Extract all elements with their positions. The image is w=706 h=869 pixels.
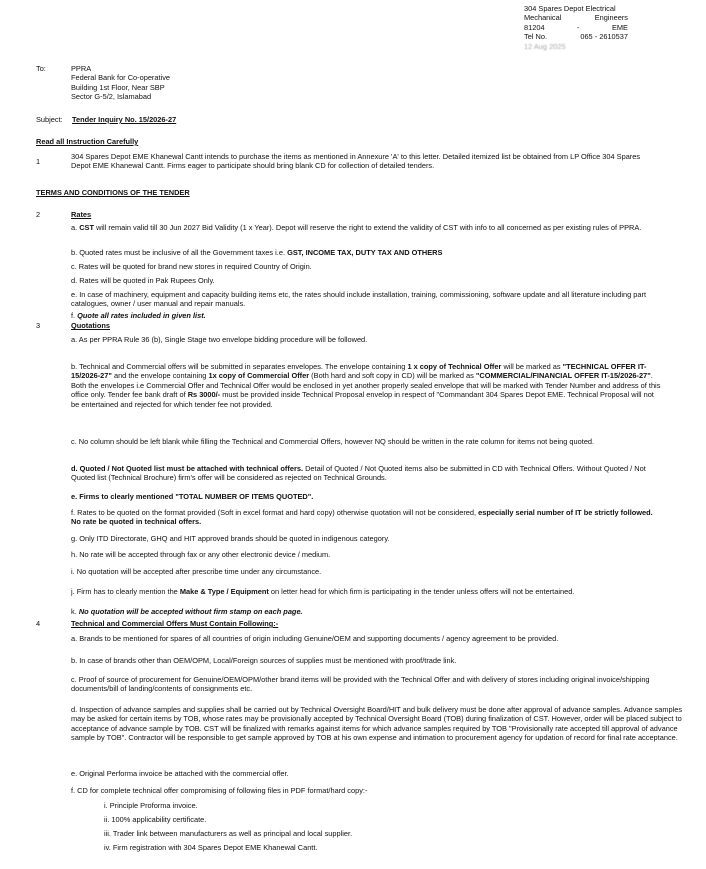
quot-f-bold: especially serial number of IT be strictly followed. No rate be quoted in technical offers.	[71, 508, 653, 527]
quot-k-prefix: k.	[71, 607, 79, 616]
subject-text: Tender Inquiry No. 15/2026-27	[72, 115, 177, 124]
quotations-item-i: i. No quotation will be accepted after prescribe time under any circumstance.	[71, 567, 322, 576]
quotations-item-h: h. No rate will be accepted through fax or any other electronic device / medium.	[71, 550, 331, 559]
rates-f-text: Quote all rates included in given list.	[77, 311, 206, 320]
quotations-item-k	[71, 607, 671, 616]
to-line: Sector G-5/2, Islamabad	[71, 92, 152, 102]
quot-b-bold: "COMMERCIAL/FINANCIAL OFFER IT-15/2026-27"	[475, 371, 651, 381]
quot-j-rest: on letter head for which firm is participating in the tender unless offers will not be entertained.	[268, 587, 575, 596]
rates-b-prefix: b. Quoted rates must be inclusive of all the Government taxes i.e.	[71, 248, 288, 257]
quot-b-bold: "TECHNICAL OFFER IT- 15/2026-27"	[71, 362, 647, 381]
rates-item-c: c. Rates will be quoted for brand new stores in required Country of Origin.	[71, 262, 312, 271]
section-3-title: Quotations	[71, 321, 111, 330]
quotations-item-j	[71, 587, 671, 596]
sender-line-3	[524, 23, 628, 32]
quotations-item-c: c. No column should be left blank while filling the Technical and Commercial Offers, however NQ should be written in the rate column for items not being quoted.	[71, 437, 595, 446]
sender-line-2-right: Engineers	[594, 13, 628, 23]
sender-line-3-mid: -	[577, 22, 580, 32]
read-instructions-heading: Read all Instruction Carefully	[36, 137, 139, 146]
offers-item-a: a. Brands to be mentioned for spares of all countries of origin including Genuine/OEM and supporting documents / agency agreement to be provided.	[71, 634, 559, 643]
offers-item-b: b. In case of brands other than OEM/OPM, Local/Foreign sources of supplies must be mentioned with proof/trade link.	[71, 656, 457, 665]
quot-f-prefix: f. Rates to be quoted on the format provided (Soft in excel format and hard copy) otherwise quotation will not be considered,	[71, 508, 479, 517]
offers-f-sub-iv: iv. Firm registration with 304 Spares Depot EME Khanewal Cantt.	[104, 843, 318, 852]
to-line: Federal Bank for Co-operative	[71, 73, 171, 83]
rates-item-b	[71, 248, 671, 257]
quotations-item-e: e. Firms to clearly mentioned "TOTAL NUMBER OF ITEMS QUOTED".	[71, 492, 314, 501]
offers-f-sub-i: i. Principle Proforma invoice.	[104, 801, 198, 810]
quotations-item-d	[71, 464, 661, 483]
quot-j-prefix: j. Firm has to clearly mention the	[71, 587, 180, 596]
offers-item-c: c. Proof of source of procurement for Genuine/OEM/OPM/other brand items will be provided with the Technical Offer and with delivery of stores including original invoice/shipping documents/bill of landing/contents of consignments etc.	[71, 675, 650, 694]
rates-a-bold: CST	[79, 223, 95, 232]
rates-a-prefix: a.	[71, 223, 80, 232]
sender-tel-number: 065 - 2610537	[580, 32, 628, 42]
sender-address	[524, 4, 628, 51]
quot-b-part: must be provided inside Technical Proposal envelop in respect of "Commandant 304 Spares Depot EME. Technical Proposal will not be entertained and rejected for which tender fee not provided.	[71, 390, 654, 409]
terms-heading: TERMS AND CONDITIONS OF THE TENDER	[36, 188, 190, 197]
rates-item-e: e. In case of machinery, equipment and capacity building items etc, the rates should include installation, training, commissioning, software update and all literature including part catalogues, owner / user manual and repair manuals.	[71, 290, 647, 309]
rates-item-d: d. Rates will be quoted in Pak Rupees Only.	[71, 276, 215, 285]
sender-line-3-right: EME	[611, 22, 628, 32]
sender-line-2-left: Mechanical	[524, 13, 562, 23]
quot-b-part: will be marked as	[501, 362, 563, 371]
subject-label: Subject:	[36, 115, 63, 124]
quotations-item-b	[71, 362, 661, 409]
para-1-number: 1	[36, 157, 41, 166]
rates-b-bold: GST, INCOME TAX, DUTY TAX AND OTHERS	[287, 248, 443, 257]
to-label: To:	[36, 64, 46, 73]
sender-tel-label: Tel No.	[524, 32, 548, 42]
rates-item-a	[71, 223, 661, 232]
quot-b-part: . Both the envelopes i.e Commercial Offer and Technical Offer would be enclosed in yet another properly sealed envelope that will be marked with Tender Number and address of this office only. Tender fee bank draft of	[71, 371, 661, 400]
sender-line-4	[524, 32, 628, 41]
rates-f-prefix: f.	[71, 311, 78, 320]
section-4-number: 4	[36, 619, 41, 628]
quotations-item-g: g. Only ITD Directorate, GHQ and HIT approved brands should be quoted in indigenous category.	[71, 534, 390, 543]
to-line: PPRA	[71, 64, 92, 73]
to-line: Building 1st Floor, Near SBP	[71, 82, 165, 92]
quot-b-bold: 1x copy of Commercial Offer	[208, 371, 310, 381]
quot-b-part: b. Technical and Commercial offers will be submitted in separates envelopes. The envelope containing	[71, 362, 408, 371]
quot-b-part: (Both hard and soft copy in CD) will be marked as	[309, 371, 476, 381]
to-address	[71, 64, 170, 102]
quot-b-bold: Rs 3000/-	[187, 390, 221, 400]
offers-f-sub-ii: ii. 100% applicability certificate.	[104, 815, 207, 824]
quot-j-bold: Make & Type / Equipment	[179, 587, 269, 596]
quot-d-rest: Detail of Quoted / Not Quoted items also be submitted in CD with Technical Offers. Without Quoted / Not Quoted list (Technical Brochure) firm's offer will be considered as rejected on Technical Grounds.	[71, 464, 646, 483]
offers-item-e: e. Original Performa invoice be attached with the commercial offer.	[71, 769, 289, 778]
quot-d-bold: d. Quoted / Not Quoted list must be attached with technical offers.	[71, 464, 304, 473]
section-2-number: 2	[36, 210, 41, 219]
offers-item-f: f. CD for complete technical offer compromising of following files in PDF format/hard copy:-	[71, 786, 368, 795]
offers-f-sub-iii: iii. Trader link between manufacturers as well as principal and local supplier.	[104, 829, 353, 838]
rates-a-rest: will remain valid till 30 Jun 2027 Bid Validity (1 x Year). Depot will reserve the right to extend the validity of CST with info to all concerned as per existing rules of PPRA.	[94, 223, 642, 232]
quot-b-part: and the envelope containing	[111, 371, 209, 381]
quot-k-text: No quotation will be accepted without firm stamp on each page.	[78, 607, 303, 616]
para-1-text: 304 Spares Depot EME Khanewal Cantt intends to purchase the items as mentioned in Annexure 'A' to this letter. Detailed itemized list be obtained from LP Office 304 Spares Depot EME Khanewal Cantt. Firms eager to participate should bring blank CD for collection of detailed tenders.	[71, 152, 641, 171]
quotations-item-a: a. As per PPRA Rule 36 (b), Single Stage two envelope bidding procedure will be followed.	[71, 335, 368, 344]
sender-date: 12 Aug 2025	[524, 41, 566, 51]
quot-b-bold: 1 x copy of Technical Offer	[407, 362, 502, 371]
sender-line-3-left: 81204	[524, 22, 545, 32]
section-4-title: Technical and Commercial Offers Must Contain Following:-	[71, 619, 279, 628]
offers-item-d: d. Inspection of advance samples and supplies shall be carried out by Technical Oversight Board/HIT and bulk delivery must be done after approval of advance samples. Advance samples may be asked for certain items by TOB, whose rates may be provisionally accepted by Technical Oversight Board (TOB) during finalization of CST. However, order will be placed subject to acceptance of advance sample by TOB. CST will be finalized with remarks against items for which advance samples required by TOB "Provisionally rate accepted till approval of advance sample by TOB". Contractor will be responsible to get sample approved by TOB at his own expense and intimation to procurement agency for updation of record for final rate acceptance.	[71, 705, 683, 743]
sender-line-1: 304 Spares Depot Electrical	[524, 4, 616, 13]
section-3-number: 3	[36, 321, 41, 330]
quotations-item-f	[71, 508, 661, 527]
sender-line-2	[524, 13, 628, 22]
section-2-title: Rates	[71, 210, 92, 219]
rates-item-f	[71, 311, 671, 320]
